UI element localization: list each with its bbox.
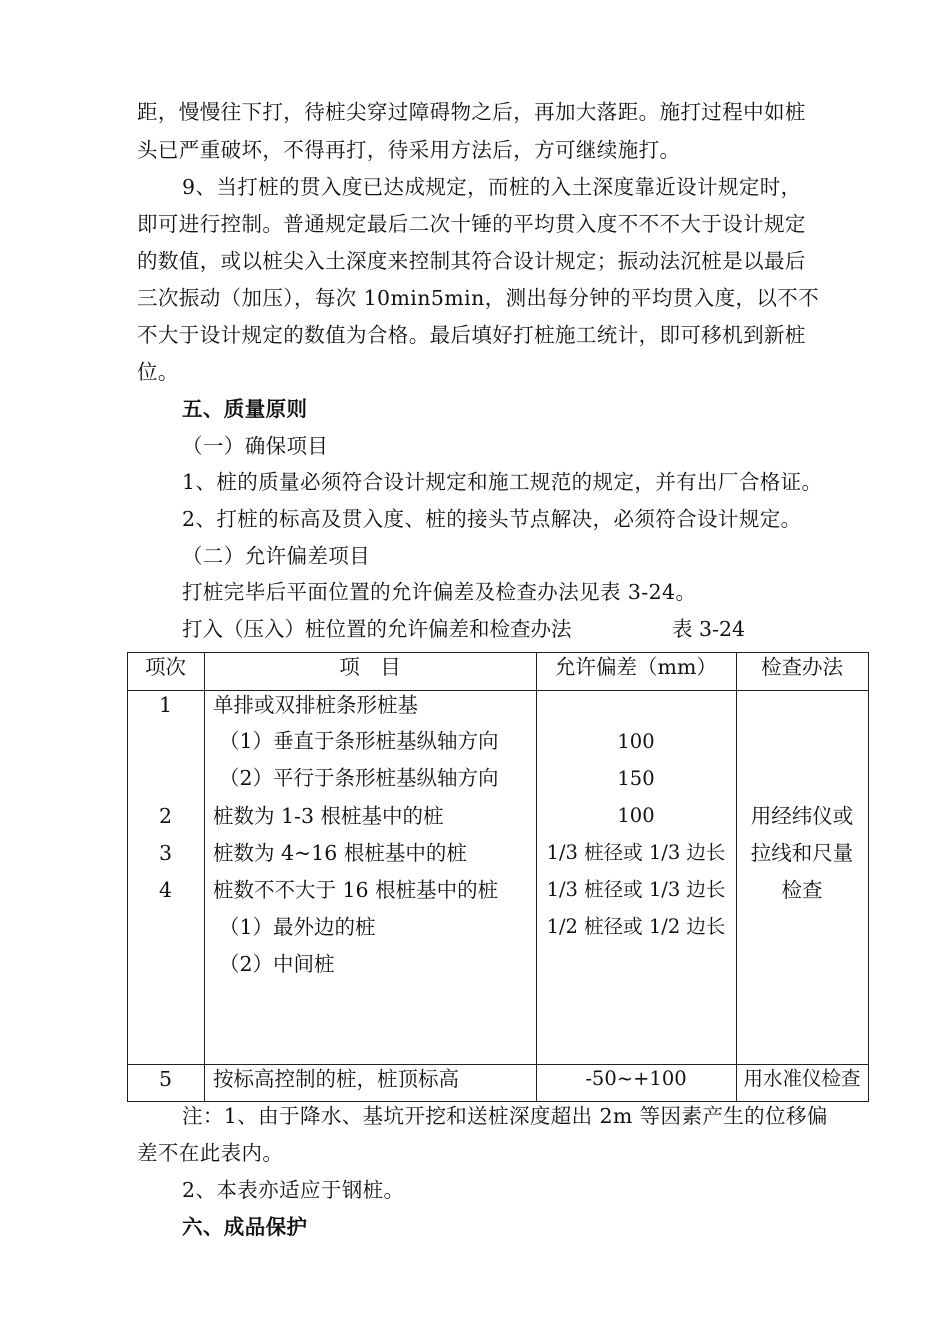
table-cell-item: 按标高控制的桩，桩顶标高 <box>213 1067 459 1091</box>
paragraph-line: 的数值，或以桩尖入土深度来控制其符合设计规定；振动法沉桩是以最后 <box>137 249 806 273</box>
table-cell-no: 5 <box>158 1067 173 1091</box>
paragraph-line: 头已严重破坏，不得再打，待采用方法后，方可继续施打。 <box>137 138 681 162</box>
table-cell-item: （1）垂直于条形桩基纵轴方向 <box>219 729 499 753</box>
table-cell-deviation: 100 <box>617 804 655 827</box>
table-cell-method: 拉线和尺量 <box>750 841 854 865</box>
deviation-table <box>127 652 869 1102</box>
table-number: 表 3-24 <box>672 617 746 641</box>
table-cell-no: 3 <box>158 841 173 865</box>
paragraph-line: 打桩完毕后平面位置的允许偏差及检查办法见表 3-24。 <box>182 580 697 604</box>
table-cell-item: 桩数为 4~16 根桩基中的桩 <box>213 841 467 865</box>
table-cell-item: 桩数不不大于 16 根桩基中的桩 <box>213 878 499 902</box>
table-cell-item: 桩数为 1-3 根桩基中的桩 <box>213 804 444 828</box>
paragraph-line: 即可进行控制。普通规定最后二次十锤的平均贯入度不不不大于设计规定 <box>137 212 806 236</box>
paragraph-line: 三次振动（加压），每次 10min5min，测出每分钟的平均贯入度，以不不 <box>137 286 820 310</box>
table-cell-deviation: 100 <box>617 730 655 753</box>
table-cell-deviation: 1/3 桩径或 1/3 边长 <box>546 841 726 864</box>
note-line: 注：1、由于降水、基坑开挖和送桩深度超出 2m 等因素产生的位移偏 <box>182 1104 828 1128</box>
note-line: 差不在此表内。 <box>137 1141 284 1165</box>
note-line: 2、本表亦适应于钢桩。 <box>182 1178 405 1202</box>
table-cell-deviation: 150 <box>617 767 655 790</box>
table-cell-item: 单排或双排桩条形桩基 <box>213 693 418 717</box>
paragraph-line: 距，慢慢往下打，待桩尖穿过障碍物之后，再加大落距。施打过程中如桩 <box>137 100 806 124</box>
table-header: 项 目 <box>339 655 401 679</box>
section-heading: 六、成品保护 <box>182 1215 308 1239</box>
table-cell-method: 检查 <box>781 878 823 902</box>
table-cell-deviation: 1/3 桩径或 1/3 边长 <box>546 878 726 901</box>
section-heading: 五、质量原则 <box>182 397 308 421</box>
paragraph-line: 位。 <box>137 360 179 384</box>
table-cell-item: （2）平行于条形桩基纵轴方向 <box>219 766 499 790</box>
table-cell-deviation: -50~+100 <box>585 1067 687 1090</box>
paragraph-line: 9、当打桩的贯入度已达成规定，而桩的入土深度靠近设计规定时， <box>182 175 802 199</box>
subsection-heading: （一）确保项目 <box>182 434 329 458</box>
table-title: 打入（压入）桩位置的允许偏差和检查办法 <box>182 617 572 641</box>
list-item: 1、桩的质量必须符合设计规定和施工规范的规定，并有出厂合格证。 <box>182 470 823 494</box>
table-header: 项次 <box>145 655 186 679</box>
list-item: 2、打桩的标高及贯入度、桩的接头节点解决，必须符合设计规定。 <box>182 507 802 531</box>
table-cell-no: 2 <box>158 804 173 828</box>
table-cell-method: 用水准仪检查 <box>743 1067 861 1090</box>
paragraph-line: 不大于设计规定的数值为合格。最后填好打桩施工统计，即可移机到新桩 <box>137 323 806 347</box>
table-header: 允许偏差（mm） <box>555 655 717 679</box>
table-cell-deviation: 1/2 桩径或 1/2 边长 <box>546 915 726 938</box>
table-cell-item: （1）最外边的桩 <box>219 915 376 939</box>
table-cell-item: （2）中间桩 <box>219 952 335 976</box>
subsection-heading: （二）允许偏差项目 <box>182 544 371 568</box>
table-cell-method: 用经纬仪或 <box>750 804 854 828</box>
table-header: 检查办法 <box>761 655 843 679</box>
table-cell-no: 1 <box>158 693 173 717</box>
table-cell-no: 4 <box>158 878 173 902</box>
